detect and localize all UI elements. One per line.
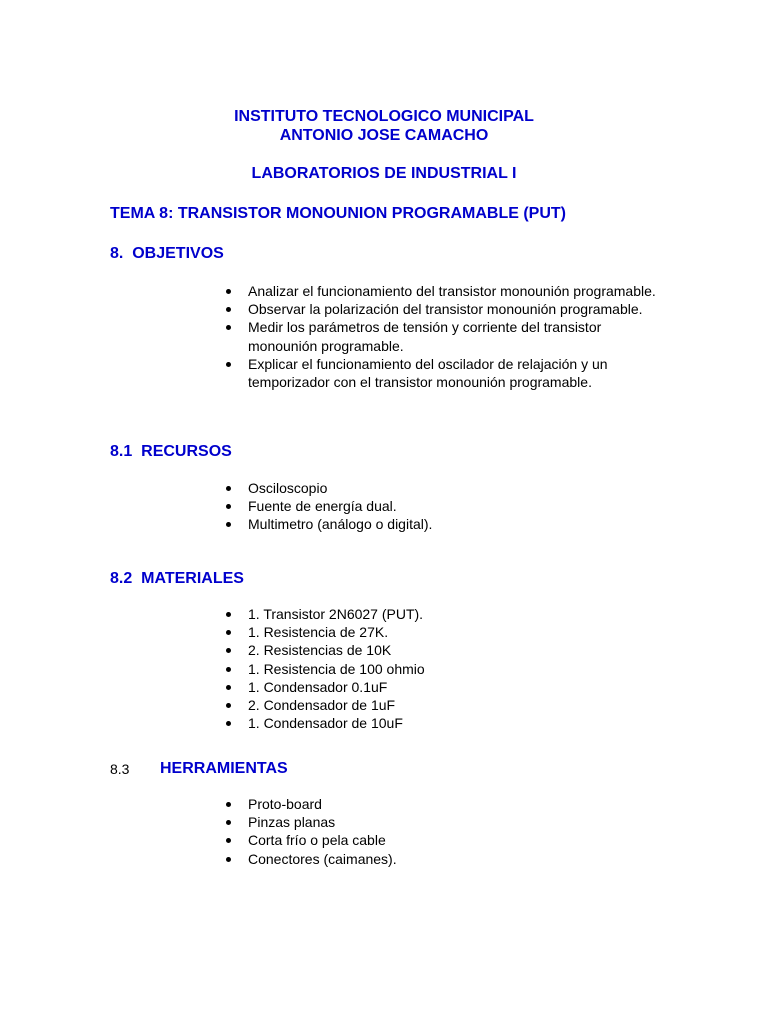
bullet-icon [226, 289, 231, 294]
list-item-text: Fuente de energía dual. [248, 498, 397, 515]
bullet-icon [226, 504, 231, 509]
bullet-icon [226, 362, 231, 367]
herramientas-list [220, 795, 660, 868]
materiales-list [220, 605, 660, 732]
bullet-icon [226, 612, 231, 617]
list-item-text: 2. Resistencias de 10K [248, 642, 392, 659]
list-item-text: 1. Resistencia de 100 ohmio [248, 660, 425, 677]
list-item-text: Observar la polarización del transistor monounión programable. [248, 301, 643, 318]
list-item-text: Osciloscopio [248, 480, 328, 496]
list-item [220, 515, 660, 533]
section-heading-recursos [110, 442, 232, 461]
section-label: MATERIALES [141, 570, 244, 587]
section-label: OBJETIVOS [132, 245, 224, 262]
list-item [220, 605, 660, 623]
list-item [220, 831, 660, 849]
bullet-icon [226, 522, 231, 527]
bullet-icon [226, 325, 231, 330]
list-item-text: Conectores (caimanes). [248, 850, 397, 867]
recursos-list [220, 479, 660, 534]
list-item-text: Corta frío o pela cable [248, 832, 386, 849]
bullet-icon [226, 486, 231, 491]
tema-title: TEMA 8: TRANSISTOR MONOUNION PROGRAMABLE (PUT) [110, 205, 566, 222]
section-heading-materiales [110, 569, 244, 588]
bullet-icon [226, 307, 231, 312]
list-item [220, 479, 660, 497]
list-item [220, 355, 660, 391]
bullet-icon [226, 820, 231, 825]
bullet-icon [226, 802, 231, 807]
list-item [220, 813, 660, 831]
bullet-icon [226, 838, 231, 843]
bullet-icon [226, 630, 231, 635]
section-number: 8.2 [110, 570, 133, 587]
section-label: RECURSOS [141, 443, 232, 460]
list-item-text: 2. Condensador de 1uF [248, 697, 396, 714]
objetivos-list [220, 282, 660, 391]
list-item [220, 678, 660, 696]
bullet-icon [226, 857, 231, 862]
list-item-text: 1. Transistor 2N6027 (PUT). [248, 606, 424, 622]
list-item [220, 623, 660, 641]
list-item [220, 641, 660, 659]
list-item [220, 714, 660, 732]
list-item [220, 497, 660, 515]
list-item [220, 318, 660, 354]
list-item-text: Explicar el funcionamiento del oscilador de relajación y un temporizador con el transistor monounión programable. [248, 355, 608, 391]
section-heading-objetivos [110, 244, 224, 263]
bullet-icon [226, 648, 231, 653]
institute-subname: ANTONIO JOSE CAMACHO [279, 127, 489, 144]
section-number: 8. [110, 245, 124, 262]
list-item [220, 282, 660, 300]
list-item-text: Pinzas planas [248, 814, 336, 831]
list-item [220, 795, 660, 813]
list-item-text: 1. Condensador de 10uF [248, 715, 403, 732]
section-heading-herramientas: HERRAMIENTAS [160, 760, 288, 777]
bullet-icon [226, 721, 231, 726]
institute-name: INSTITUTO TECNOLOGICO MUNICIPAL [234, 108, 534, 125]
list-item [220, 660, 660, 678]
list-item-text: Analizar el funcionamiento del transistor monounión programable. [248, 283, 656, 299]
list-item-text: 1. Condensador 0.1uF [248, 678, 388, 695]
bullet-icon [226, 685, 231, 690]
section-number: 8.1 [110, 443, 133, 460]
list-item [220, 696, 660, 714]
bullet-icon [226, 703, 231, 708]
lab-title: LABORATORIOS DE INDUSTRIAL I [251, 165, 517, 182]
list-item-text: Multimetro (análogo o digital). [248, 516, 433, 533]
list-item-text: Medir los parámetros de tensión y corriente del transistor monounión programable. [248, 319, 602, 354]
bullet-icon [226, 667, 231, 672]
list-item [220, 850, 660, 868]
list-item-text: Proto-board [248, 796, 322, 812]
list-item [220, 300, 660, 318]
list-item-text: 1. Resistencia de 27K. [248, 624, 389, 641]
section-number-herramientas: 8.3 [110, 761, 130, 777]
